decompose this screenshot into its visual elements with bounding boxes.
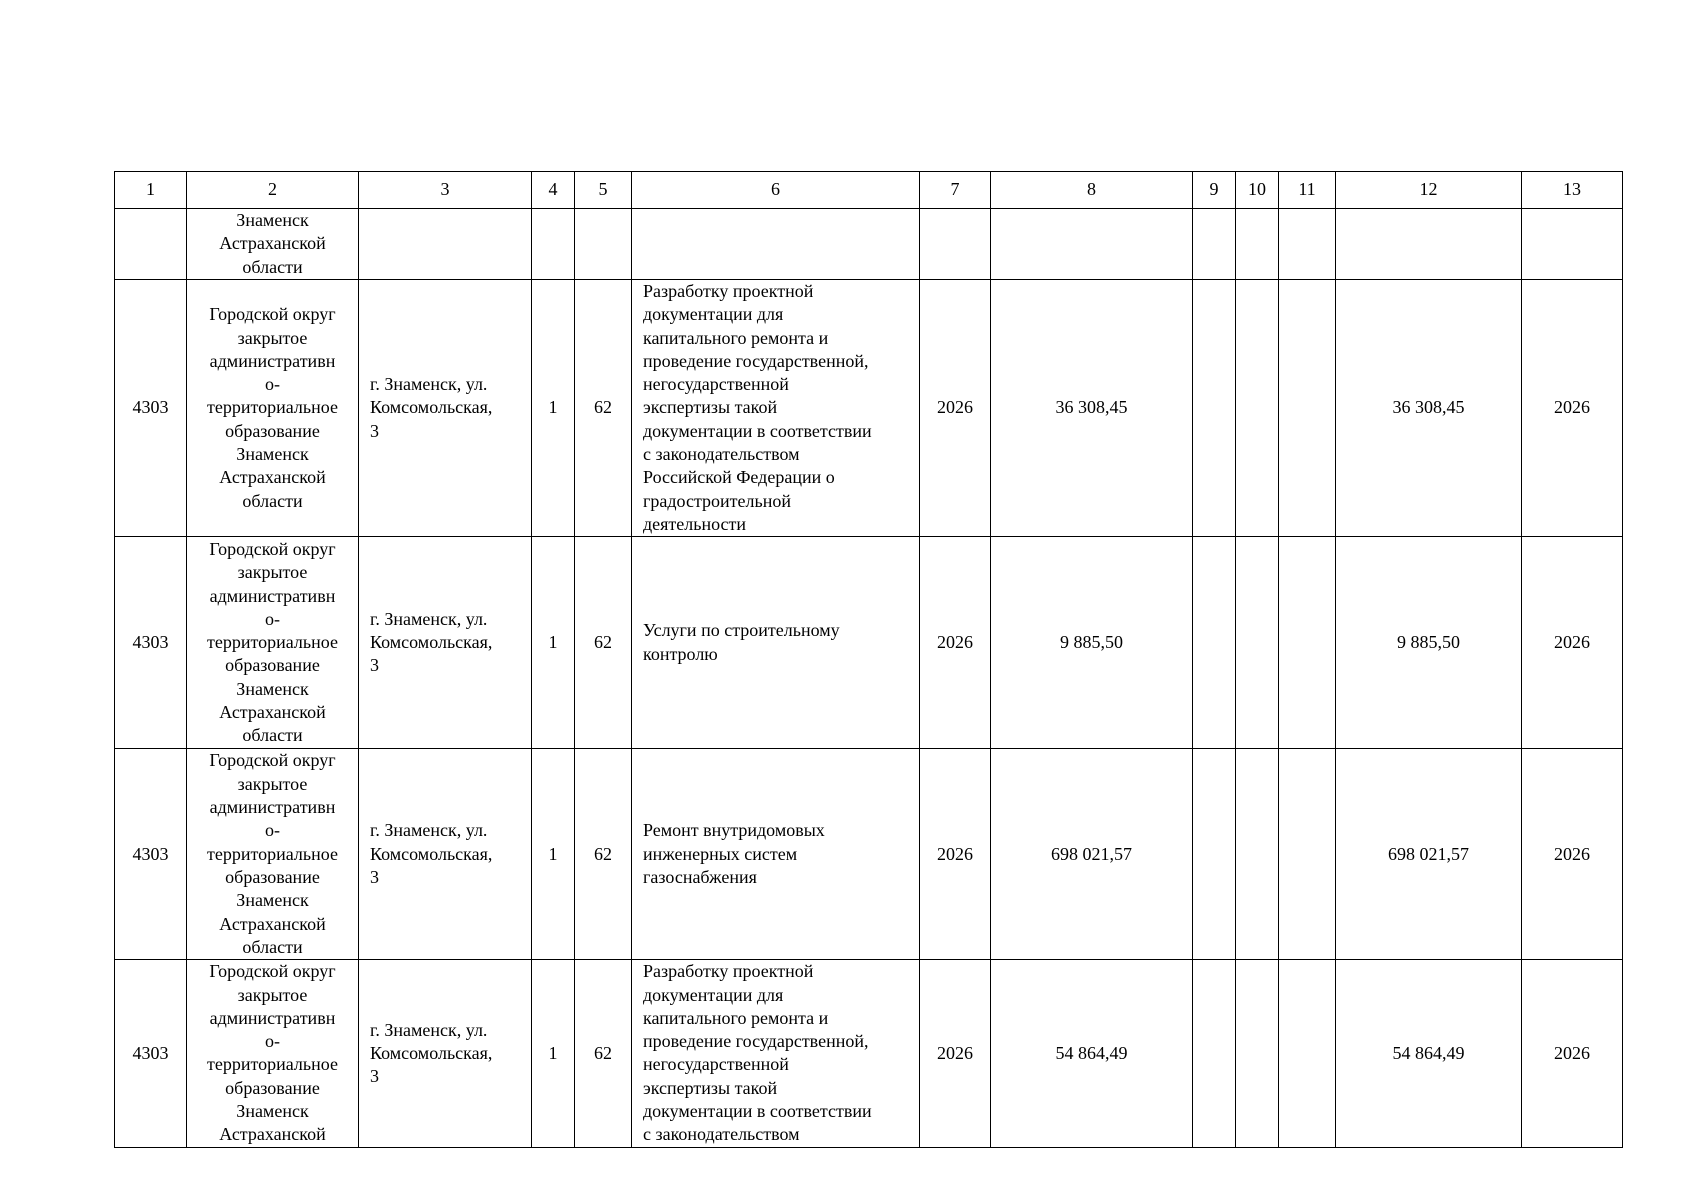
table-cell — [1279, 280, 1336, 537]
table-cell — [1279, 960, 1336, 1147]
table-cell: 1 — [532, 960, 575, 1147]
table-cell — [1236, 209, 1279, 280]
column-header: 2 — [187, 172, 359, 209]
amount-cell — [991, 209, 1193, 280]
work-description-cell — [632, 209, 920, 280]
table-cell — [1193, 749, 1236, 960]
column-header: 11 — [1279, 172, 1336, 209]
column-header: 7 — [920, 172, 991, 209]
table-cell: 62 — [575, 537, 632, 749]
column-header: 12 — [1336, 172, 1522, 209]
table-cell — [1193, 280, 1236, 537]
amount-cell: 9 885,50 — [1336, 537, 1522, 749]
table-cell — [1193, 960, 1236, 1147]
code-cell: 4303 — [115, 960, 187, 1147]
table-row — [115, 209, 1623, 280]
capital-repair-table — [114, 171, 1623, 1148]
amount-cell: 54 864,49 — [991, 960, 1193, 1147]
table-cell — [1236, 537, 1279, 749]
amount-cell: 698 021,57 — [991, 749, 1193, 960]
table-cell — [1236, 749, 1279, 960]
amount-cell: 36 308,45 — [991, 280, 1193, 537]
year-cell: 2026 — [1522, 960, 1623, 1147]
table-cell: 62 — [575, 960, 632, 1147]
year-cell: 2026 — [920, 537, 991, 749]
table-cell — [532, 209, 575, 280]
table-cell — [1279, 749, 1336, 960]
code-cell — [115, 209, 187, 280]
column-header: 10 — [1236, 172, 1279, 209]
table-row — [115, 960, 1623, 1147]
column-header: 5 — [575, 172, 632, 209]
table-cell — [1236, 280, 1279, 537]
work-description-cell: Разработку проектной документации для капитального ремонта и проведение государственной, негосударственной экспертизы такой документации в соответствии с законодательством — [632, 960, 920, 1147]
table-row — [115, 280, 1623, 537]
municipality-cell: Городской округ закрытое административн о- территориальное образование Знаменск Астраханской области — [187, 749, 359, 960]
column-header: 9 — [1193, 172, 1236, 209]
municipality-cell: Городской округ закрытое административн о- территориальное образование Знаменск Астраханской — [187, 960, 359, 1147]
table-cell — [1193, 537, 1236, 749]
address-cell: г. Знаменск, ул. Комсомольская, 3 — [359, 280, 532, 537]
column-header: 6 — [632, 172, 920, 209]
table-cell — [1236, 960, 1279, 1147]
table-cell — [1279, 209, 1336, 280]
amount-cell: 9 885,50 — [991, 537, 1193, 749]
table-cell: 62 — [575, 749, 632, 960]
address-cell — [359, 209, 532, 280]
address-cell: г. Знаменск, ул. Комсомольская, 3 — [359, 537, 532, 749]
year-cell: 2026 — [920, 280, 991, 537]
year-cell: 2026 — [1522, 537, 1623, 749]
column-header: 8 — [991, 172, 1193, 209]
table-cell — [575, 209, 632, 280]
amount-cell: 54 864,49 — [1336, 960, 1522, 1147]
amount-cell: 698 021,57 — [1336, 749, 1522, 960]
work-description-cell: Услуги по строительному контролю — [632, 537, 920, 749]
header-row — [115, 172, 1623, 209]
table-cell: 1 — [532, 280, 575, 537]
address-cell: г. Знаменск, ул. Комсомольская, 3 — [359, 960, 532, 1147]
code-cell: 4303 — [115, 280, 187, 537]
amount-cell — [1336, 209, 1522, 280]
year-cell — [1522, 209, 1623, 280]
document-page — [114, 171, 1622, 1148]
address-cell: г. Знаменск, ул. Комсомольская, 3 — [359, 749, 532, 960]
year-cell: 2026 — [1522, 280, 1623, 537]
year-cell — [920, 209, 991, 280]
municipality-cell: Городской округ закрытое административн о- территориальное образование Знаменск Астраханской области — [187, 537, 359, 749]
column-header: 13 — [1522, 172, 1623, 209]
code-cell: 4303 — [115, 749, 187, 960]
column-header: 1 — [115, 172, 187, 209]
year-cell: 2026 — [920, 749, 991, 960]
column-header: 3 — [359, 172, 532, 209]
table-cell: 1 — [532, 537, 575, 749]
work-description-cell: Разработку проектной документации для капитального ремонта и проведение государственной, негосударственной экспертизы такой документации в соответствии с законодательством Российской Федерации о градостроительной деятельности — [632, 280, 920, 537]
work-description-cell: Ремонт внутридомовых инженерных систем газоснабжения — [632, 749, 920, 960]
code-cell: 4303 — [115, 537, 187, 749]
table-row — [115, 537, 1623, 749]
table-cell — [1193, 209, 1236, 280]
amount-cell: 36 308,45 — [1336, 280, 1522, 537]
column-header: 4 — [532, 172, 575, 209]
year-cell: 2026 — [920, 960, 991, 1147]
table-cell: 62 — [575, 280, 632, 537]
municipality-cell: Знаменск Астраханской области — [187, 209, 359, 280]
municipality-cell: Городской округ закрытое административн о- территориальное образование Знаменск Астраханской области — [187, 280, 359, 537]
table-cell: 1 — [532, 749, 575, 960]
table-cell — [1279, 537, 1336, 749]
year-cell: 2026 — [1522, 749, 1623, 960]
table-row — [115, 749, 1623, 960]
